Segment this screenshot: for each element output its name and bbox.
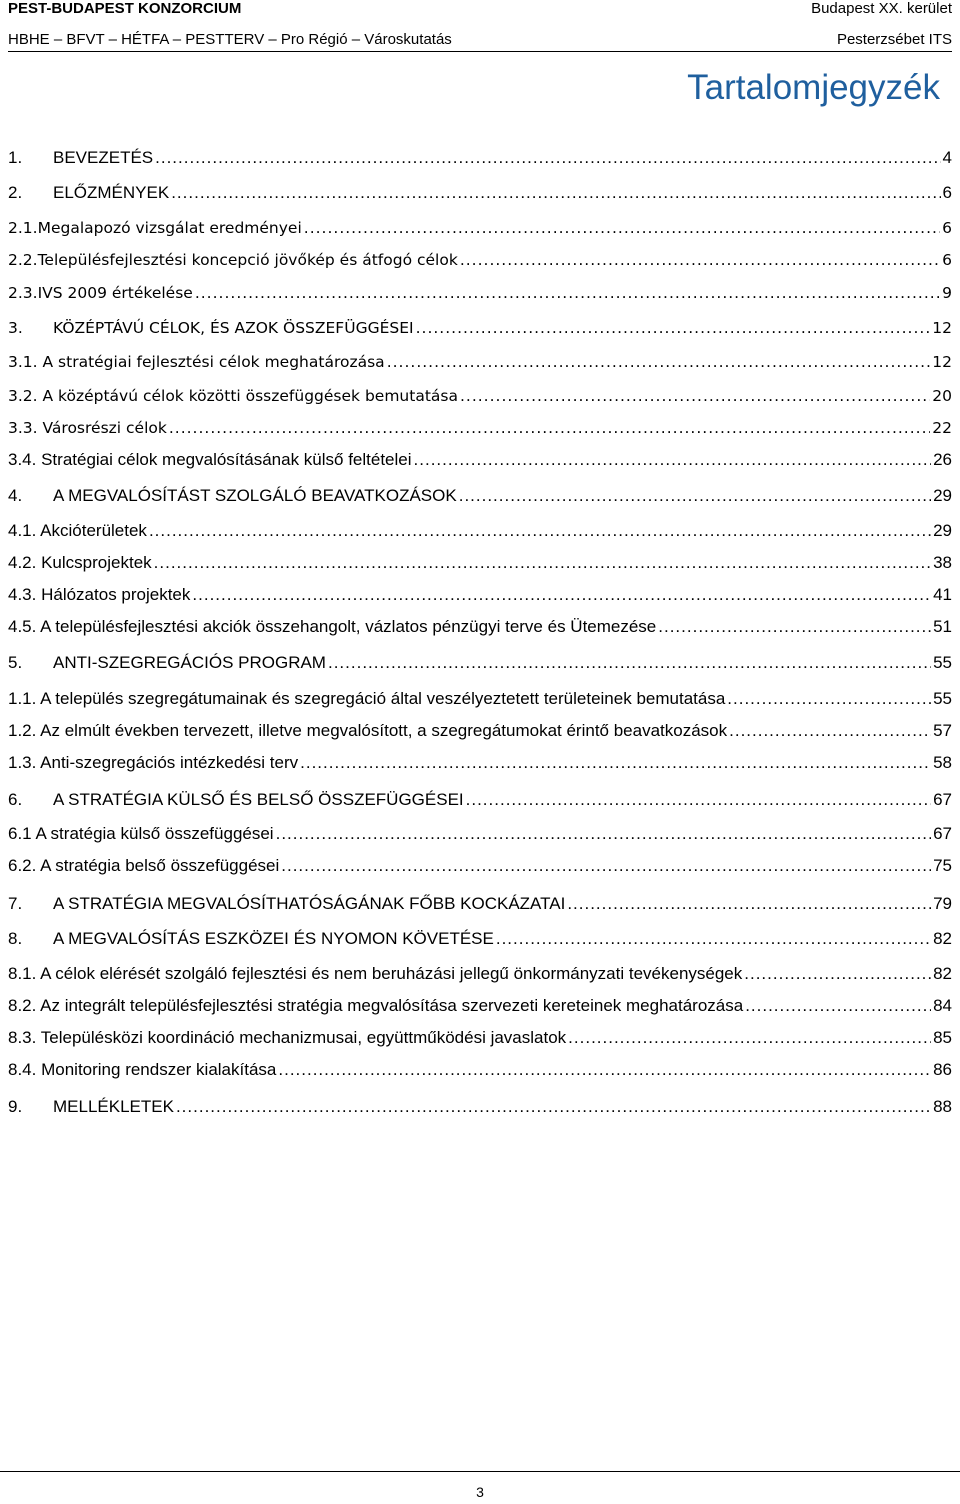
toc-entry-title [8,751,298,775]
toc-dot-leader [466,788,931,812]
toc-entry-label: A település szegregátumainak és szegregáció által veszélyeztetett területeinek bemutatása [40,689,726,708]
toc-entry-page: 41 [933,585,952,604]
toc-dot-leader [281,854,931,878]
toc-entry-title [8,281,193,305]
toc-entry-label: A MEGVALÓSÍTÁST SZOLGÁLÓ BEAVATKOZÁSOK [53,486,457,505]
toc-dot-leader [745,994,931,1018]
toc-entry-number: 5. [8,653,23,672]
toc-entry-number: 4.3. [8,585,37,604]
toc-entry-title [8,448,412,472]
toc-entry-title [8,519,147,543]
toc-entry-title [8,1026,566,1050]
toc-entry[interactable] [8,994,952,1018]
toc-entry-page: 22 [932,419,952,437]
header-row-bottom [8,31,952,48]
toc-entry-number: 6.2. [8,856,37,875]
toc-entry[interactable] [8,583,952,607]
toc-entry-label: ELŐZMÉNYEK [53,183,170,202]
toc-entry[interactable] [8,384,952,408]
toc-dot-leader [276,822,931,846]
page-number: 3 [476,1484,484,1500]
toc-dot-leader [567,892,931,916]
toc-entry-label: A stratégia külső összefüggései [35,824,274,843]
toc-dot-leader [459,484,931,508]
toc-dot-leader [304,216,940,240]
toc-entry-title [8,927,494,951]
toc-entry-title [8,484,457,508]
toc-entry-title [8,350,385,374]
toc-entry-label: A településfejlesztési akciók összehangolt, vázlatos pénzügyi terve és Ütemezése [40,617,657,636]
toc-entry-label: A STRATÉGIA MEGVALÓSÍTHATÓSÁGÁNAK FŐBB KOCKÁZATAI [53,894,566,913]
toc-entry-title [8,216,302,240]
toc-entry-number: 2.1. [8,219,38,237]
toc-entry-page: 85 [933,1028,952,1047]
toc-entry-page: 38 [933,553,952,572]
toc-dot-leader [176,1095,931,1119]
toc-entry-title [8,719,727,743]
toc-entry[interactable] [8,416,952,440]
toc-entry-label: A MEGVALÓSÍTÁS ESZKÖZEI ÉS NYOMON KÖVETÉSE [53,929,494,948]
toc-entry-number: 9. [8,1097,23,1116]
toc-entry-number: 1.1. [8,689,37,708]
toc-entry-title [8,892,565,916]
toc-entry-title [8,416,167,440]
toc-entry-title [8,615,656,639]
toc-entry-page: 55 [933,653,952,672]
toc-entry-title [8,248,458,272]
toc-entry[interactable] [8,551,952,575]
toc-entry[interactable] [8,788,952,812]
toc-entry-number: 4.1. [8,521,37,540]
toc-entry-number: 8.1. [8,964,37,983]
toc-entry-label: Kulcsprojektek [41,553,152,572]
toc-entry[interactable] [8,216,952,240]
toc-entry-number: 6. [8,790,23,809]
toc-dot-leader [171,181,940,205]
toc-entry-number: 6.1 [8,824,32,843]
toc-dot-leader [154,551,931,575]
toc-entry-label: ANTI-SZEGREGÁCIÓS PROGRAM [53,653,326,672]
toc-entry-page: 20 [932,387,952,405]
page-header [8,0,952,52]
toc-entry-title [8,962,742,986]
toc-entry-page: 67 [933,824,952,843]
toc-entry-number: 4. [8,486,23,505]
toc-entry-label: BEVEZETÉS [53,148,154,167]
toc-dot-leader [729,719,931,743]
toc-entry-label: Monitoring rendszer kialakítása [41,1060,277,1079]
toc-entry[interactable] [8,248,952,272]
toc-entry-page: 6 [942,251,952,269]
toc-entry-number: 3.3. [8,419,38,437]
page-title: Tartalomjegyzék [687,68,940,107]
toc-entry[interactable] [8,281,952,305]
toc-dot-leader [192,583,931,607]
toc-dot-leader [300,751,931,775]
toc-dot-leader [727,687,931,711]
toc-entry-page: 9 [942,284,952,302]
toc-entry-label: Stratégiai célok megvalósításának külső feltételei [41,450,412,469]
toc-entry[interactable] [8,484,952,508]
toc-entry-title [8,1058,276,1082]
toc-entry[interactable] [8,350,952,374]
toc-entry[interactable] [8,751,952,775]
toc-entry-label: Az integrált településfejlesztési stratégia megvalósítása szervezeti kereteinek meghatározása [40,996,744,1015]
toc-entry-page: 79 [933,894,952,913]
toc-entry-number: 1.2. [8,721,37,740]
toc-entry-number: 2.3. [8,284,38,302]
toc-entry-label: Az elmúlt években tervezett, illetve megvalósított, a szegregátumokat érintő beavatkozások [40,721,728,740]
toc-entry[interactable] [8,1058,952,1082]
toc-entry[interactable] [8,822,952,846]
toc-entry-page: 29 [933,486,952,505]
toc-entry-title [8,146,153,170]
header-org: PEST-BUDAPEST KONZORCIUM [8,0,242,17]
toc-entry-number: 1.3. [8,753,37,772]
toc-entry-label: A stratégia belső összefüggései [40,856,280,875]
toc-entry-page: 51 [933,617,952,636]
toc-entry[interactable] [8,519,952,543]
toc-entry[interactable] [8,181,952,205]
toc-entry[interactable] [8,927,952,951]
toc-entry-page: 26 [933,450,952,469]
toc-entry-page: 67 [933,790,952,809]
toc-entry-label: KÖZÉPTÁVÚ CÉLOK, ÉS AZOK ÖSSZEFÜGGÉSEI [53,319,414,337]
toc-entry[interactable] [8,687,952,711]
toc-entry-page: 86 [933,1060,952,1079]
toc-entry-title [8,384,458,408]
toc-entry-label: A stratégiai fejlesztési célok meghatározása [42,353,385,371]
toc-entry-label: Településfejlesztési koncepció jövőkép és átfogó célok [37,251,458,269]
toc-entry-page: 12 [932,353,952,371]
header-location: Budapest XX. kerület [811,0,952,17]
toc-entry-label: Hálózatos projektek [41,585,191,604]
toc-entry-number: 1. [8,148,23,167]
toc-entry[interactable] [8,1095,952,1119]
toc-entry-number: 7. [8,894,23,913]
toc-entry-title [8,994,743,1018]
footer-divider [0,1471,960,1472]
toc-entry[interactable] [8,962,952,986]
toc-entry-title [8,822,274,846]
toc-entry-page: 6 [942,219,952,237]
toc-entry-number: 3.1. [8,353,38,371]
toc-entry-title [8,788,464,812]
toc-entry-page: 6 [942,183,952,202]
toc-entry-page: 4 [942,148,952,167]
toc-entry-number: 2. [8,183,23,202]
toc-entry-title [8,1095,174,1119]
toc-dot-leader [460,384,930,408]
toc-entry-number: 2.2. [8,251,38,269]
header-divider [8,51,952,52]
toc-entry-title [8,854,279,878]
toc-entry-page: 82 [933,964,952,983]
toc-entry-title [8,551,152,575]
toc-entry-page: 88 [933,1097,952,1116]
header-row-top [8,0,952,17]
toc-entry[interactable] [8,615,952,639]
toc-dot-leader [278,1058,931,1082]
toc-entry[interactable] [8,854,952,878]
toc-entry-number: 4.5. [8,617,37,636]
toc-dot-leader [387,350,931,374]
toc-entry-number: 3.2. [8,387,38,405]
toc-dot-leader [414,448,932,472]
toc-dot-leader [744,962,931,986]
toc-entry[interactable] [8,1026,952,1050]
toc-entry-title [8,687,725,711]
toc-entry-title [8,651,326,675]
toc-dot-leader [658,615,931,639]
toc-dot-leader [195,281,940,305]
toc-entry[interactable] [8,316,952,340]
toc-entry-label: Akcióterületek [40,521,147,540]
toc-dot-leader [416,316,931,340]
toc-entry-number: 8. [8,929,23,948]
toc-dot-leader [328,651,931,675]
toc-entry-label: IVS 2009 értékelése [37,284,193,302]
toc-dot-leader [155,146,940,170]
toc-entry-number: 4.2. [8,553,37,572]
toc-entry-label: Megalapozó vizsgálat eredményei [37,219,302,237]
toc-entry[interactable] [8,448,952,472]
toc-entry[interactable] [8,651,952,675]
toc-entry-label: Városrészi célok [42,419,167,437]
toc-entry-page: 55 [933,689,952,708]
toc-entry-page: 82 [933,929,952,948]
toc-entry-title [8,316,414,340]
toc-entry-page: 29 [933,521,952,540]
toc-dot-leader [568,1026,931,1050]
toc-entry-label: A középtávú célok közötti összefüggések bemutatása [42,387,458,405]
toc-dot-leader [169,416,930,440]
toc-entry-number: 8.2. [8,996,37,1015]
toc-entry-page: 12 [932,319,952,337]
toc-entry-number: 8.3. [8,1028,37,1047]
toc-entry-page: 58 [933,753,952,772]
header-doc-name: Pesterzsébet ITS [836,31,952,48]
toc-entry-label: A STRATÉGIA KÜLSŐ ÉS BELSŐ ÖSSZEFÜGGÉSEI [53,790,464,809]
toc-entry-title [8,583,190,607]
toc-entry-number: 8.4. [8,1060,37,1079]
toc-entry-label: A célok elérését szolgáló fejlesztési és nem beruházási jellegű önkormányzati tevékenységek [40,964,743,983]
toc-entry-label: Településközi koordináció mechanizmusai, együttműködési javaslatok [40,1028,567,1047]
toc-entry-label: MELLÉKLETEK [53,1097,174,1116]
header-partners: HBHE – BFVT – HÉTFA – PESTTERV – Pro Régió – Városkutatás [8,31,452,48]
toc-entry-number: 3. [8,319,23,337]
toc-dot-leader [149,519,931,543]
toc-entry-title [8,181,169,205]
toc-entry-label: Anti-szegregációs intézkedési terv [40,753,299,772]
toc-entry-number: 3.4. [8,450,37,469]
toc-entry-page: 84 [933,996,952,1015]
toc-entry[interactable] [8,719,952,743]
toc-entry-page: 57 [933,721,952,740]
toc-entry[interactable] [8,146,952,170]
toc-entry-page: 75 [933,856,952,875]
toc-dot-leader [496,927,931,951]
toc-dot-leader [460,248,940,272]
toc-entry[interactable] [8,892,952,916]
